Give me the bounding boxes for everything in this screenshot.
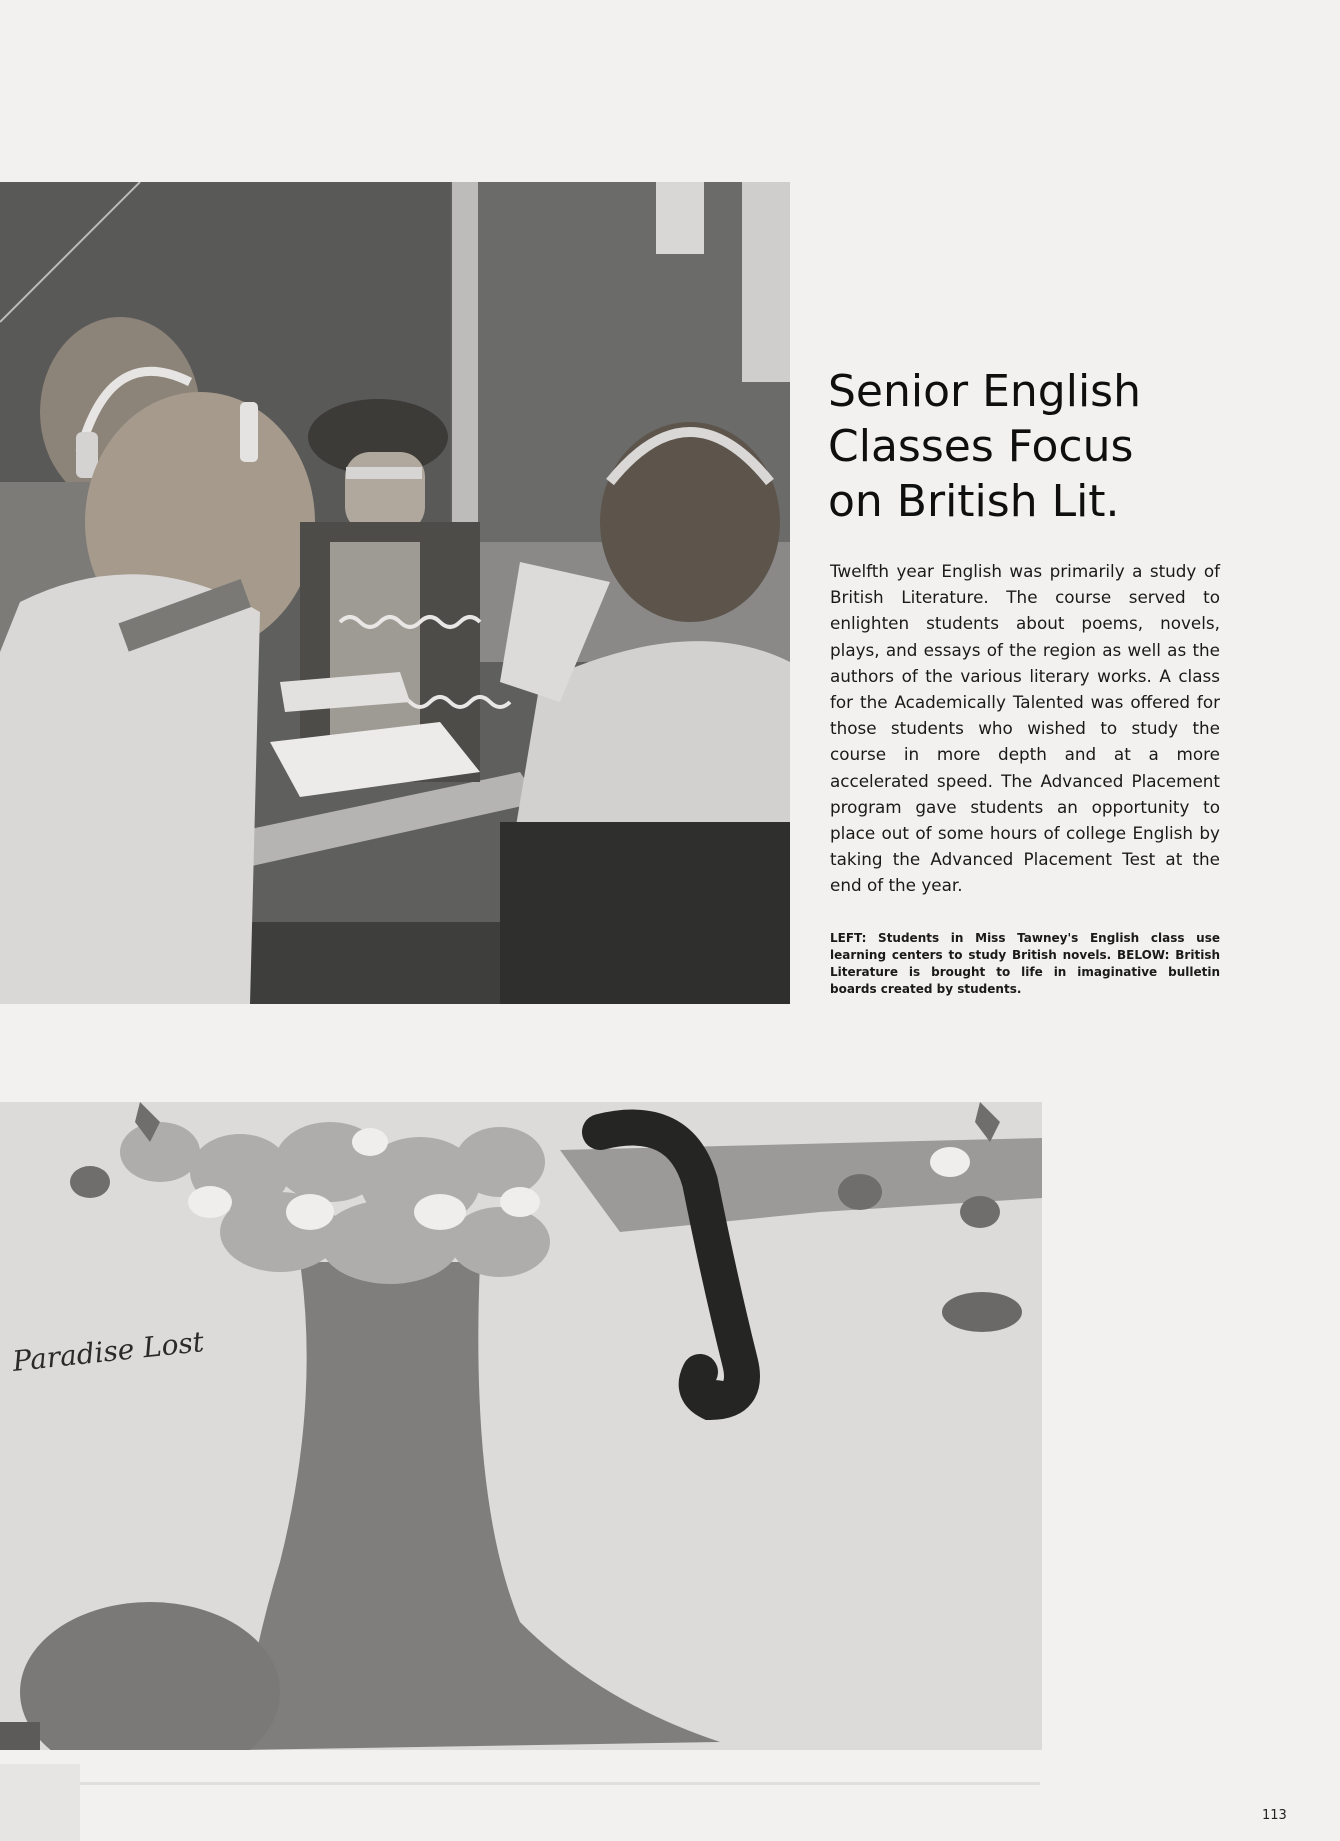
- headline-line-2: Classes Focus: [828, 421, 1134, 472]
- headline-line-3: on British Lit.: [828, 476, 1120, 527]
- scan-line: [0, 1782, 1040, 1785]
- photo-caption: LEFT: Students in Miss Tawney's English class use learning centers to study British novels. BELOW: British Literature is brought to life in imaginative bulletin boards created by students.: [830, 931, 1220, 996]
- headline: [828, 364, 1268, 529]
- paradise-lost-bulletin-board-photo: [0, 1102, 1042, 1750]
- article-body: Twelfth year English was primarily a study of British Literature. The course served to enlighten students about poems, novels, plays, and essays of the region as well as the authors of the various literary works. A class for the Academically Talented was offered for those students who wished to study the course in more depth and at a more accelerated speed. The Advanced Placement program gave students an opportunity to place out of some hours of college English by taking the Advanced Placement Test at the end of the year.: [830, 561, 1220, 896]
- bulletin-board-label: Paradise Lost: [10, 1325, 206, 1379]
- headline-line-1: Senior English: [828, 366, 1141, 417]
- students-headphones-photo: [0, 182, 790, 1004]
- bleed-through-text: [790, 80, 1330, 140]
- page-edge: [0, 1764, 80, 1841]
- page-number: 113: [1262, 1808, 1287, 1823]
